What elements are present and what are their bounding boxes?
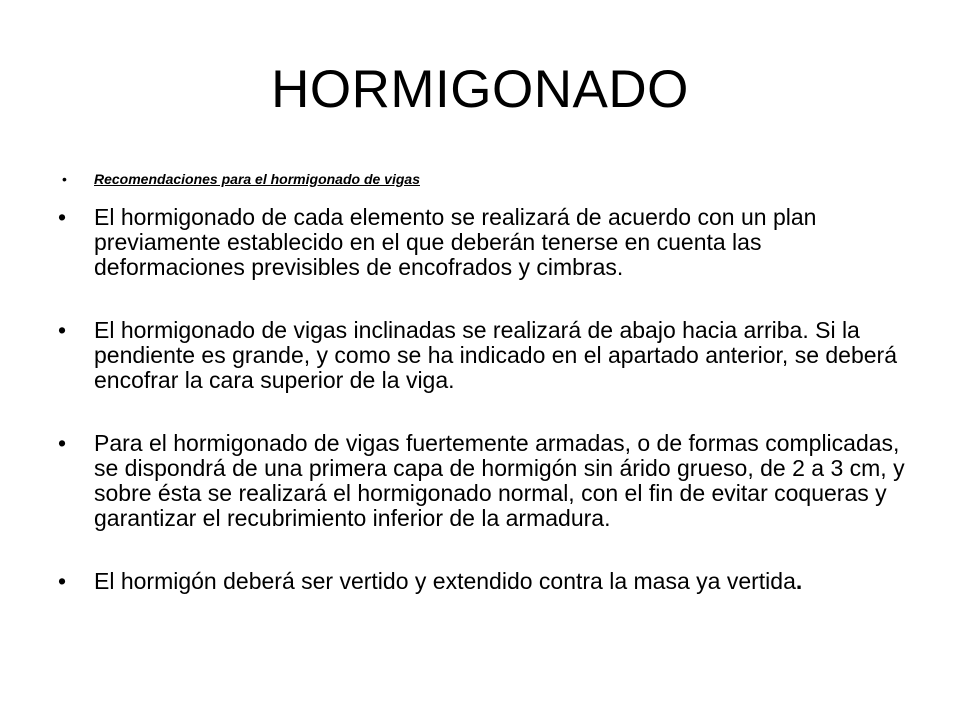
bullet-list xyxy=(56,170,916,594)
bullet-subheading xyxy=(56,170,916,188)
bullet-dot-icon: • xyxy=(62,171,67,187)
bullet-dot-icon: • xyxy=(58,317,67,343)
slide-title: HORMIGONADO xyxy=(271,60,689,119)
bullet-paragraph-4 xyxy=(56,569,916,594)
bullet-paragraph-3 xyxy=(56,431,916,531)
paragraph-text: Para el hormigonado de vigas fuertemente armadas, o de formas complicadas, se dispondrá de una primera capa de hormigón sin árido grueso, de 2 a 3 cm, y sobre ésta se realizará el hormigonado normal, con el fin de evitar coqueras y garantizar el recubrimiento inferior de la armadura. xyxy=(94,430,905,531)
paragraph-text: El hormigonado de vigas inclinadas se realizará de abajo hacia arriba. Si la pendiente es grande, y como se ha indicado en el apartado anterior, se deberá encofrar la cara superior de la viga. xyxy=(94,317,898,393)
paragraph-text: El hormigonado de cada elemento se realizará de acuerdo con un plan previamente establecido en el que deberán tenerse en cuenta las deformaciones previsibles de encofrados y cimbras. xyxy=(94,204,817,280)
subheading-text: Recomendaciones para el hormigonado de vigas xyxy=(94,171,420,187)
bullet-paragraph-2 xyxy=(56,318,916,393)
bullet-dot-icon: • xyxy=(58,430,67,456)
bullet-dot-icon: • xyxy=(58,204,67,230)
bullet-paragraph-1 xyxy=(56,205,916,280)
paragraph-period: . xyxy=(795,568,803,594)
bullet-dot-icon: • xyxy=(58,568,67,594)
paragraph-body: El hormigón deberá ser vertido y extendido contra la masa ya vertida xyxy=(94,568,796,594)
paragraph-text xyxy=(94,568,802,594)
